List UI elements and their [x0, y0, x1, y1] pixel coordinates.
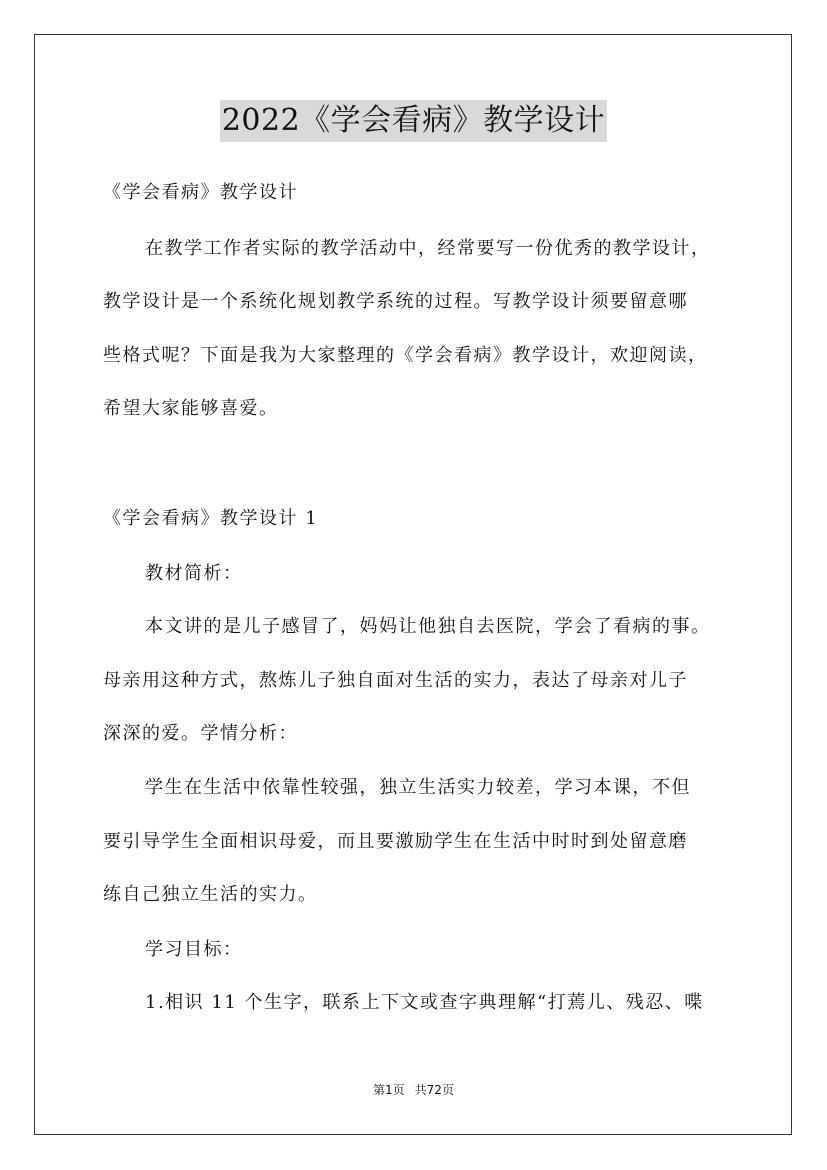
- paragraph-line: 深深的爱。学情分析：: [103, 723, 298, 744]
- paragraph-line: 本文讲的是儿子感冒了，妈妈让他独自去医院，学会了看病的事。: [145, 616, 711, 637]
- paragraph-line: 1.相识 11 个生字，联系上下文或查字典理解“打蔫儿、残忍、喋: [145, 992, 704, 1013]
- paragraph-line: 要引导学生全面相识母爱，而且要激励学生在生活中时时到处留意磨: [103, 831, 688, 852]
- paragraph-line: 练自己独立生活的实力。: [103, 884, 318, 905]
- section-heading: 《学会看病》教学设计: [103, 182, 298, 203]
- paragraph-line: 在教学工作者实际的教学活动中，经常要写一份优秀的教学设计，: [145, 238, 711, 259]
- page-total: 共72页: [414, 1083, 454, 1097]
- paragraph-line: 学生在生活中依靠性较强，独立生活实力较差，学习本课，不但: [145, 777, 691, 798]
- paragraph-line: 希望大家能够喜爱。: [103, 398, 279, 419]
- title-wrap: [0, 100, 827, 142]
- page-number: 第1页: [373, 1083, 405, 1097]
- page-footer: [0, 1081, 827, 1099]
- document-title: 2022《学会看病》教学设计: [220, 100, 607, 142]
- paragraph-line: 些格式呢？下面是我为大家整理的《学会看病》教学设计，欢迎阅读，: [103, 345, 708, 366]
- subheading: 教材简析：: [145, 563, 243, 584]
- paragraph-line: 母亲用这种方式，熬炼儿子独自面对生活的实力，表达了母亲对儿子: [103, 670, 688, 691]
- subheading: 学习目标：: [145, 939, 243, 960]
- paragraph-line: 教学设计是一个系统化规划教学系统的过程。写教学设计须要留意哪: [103, 291, 688, 312]
- section-heading: 《学会看病》教学设计 1: [103, 508, 319, 529]
